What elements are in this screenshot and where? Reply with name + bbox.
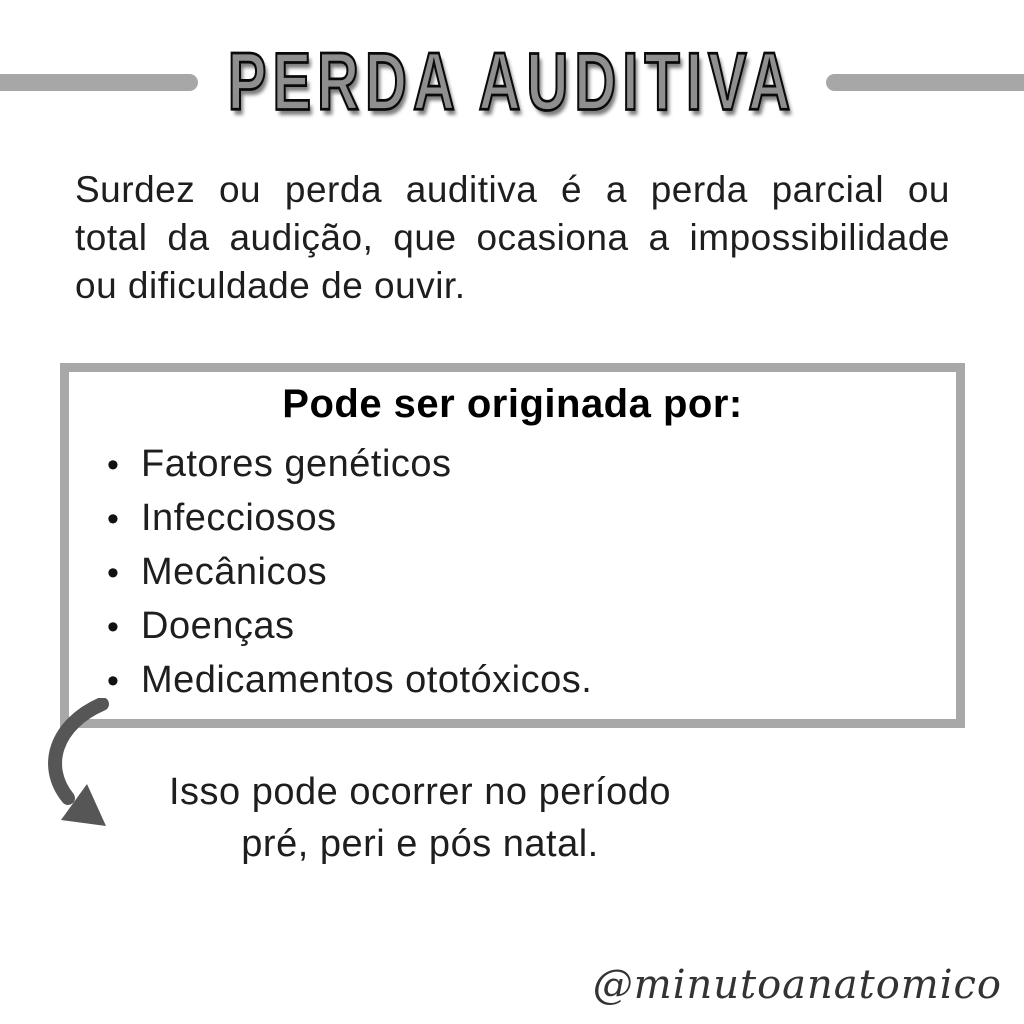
list-item-label: Doenças xyxy=(141,605,295,647)
list-item-label: Medicamentos ototóxicos. xyxy=(141,659,593,701)
list-item xyxy=(107,437,956,491)
left-divider-bar xyxy=(0,74,198,91)
bullet-icon: • xyxy=(107,608,120,646)
bullet-icon: • xyxy=(107,554,120,592)
intro-line: total da audição, que ocasiona a impossibilidade xyxy=(75,217,950,258)
causes-box xyxy=(60,363,965,728)
list-item xyxy=(107,545,956,599)
list-item-label: Mecânicos xyxy=(141,551,328,593)
note-line: pré, peri e pós natal. xyxy=(241,823,599,865)
bullet-icon: • xyxy=(107,500,120,538)
causes-list xyxy=(69,437,956,707)
intro-paragraph xyxy=(75,166,950,310)
note-line: Isso pode ocorrer no período xyxy=(169,771,671,813)
intro-line: Surdez ou perda auditiva é a perda parcial ou xyxy=(75,169,950,210)
curved-arrow-icon xyxy=(34,698,139,833)
bullet-icon: • xyxy=(107,446,120,484)
list-item-label: Fatores genéticos xyxy=(141,443,452,485)
list-item xyxy=(107,599,956,653)
social-handle: @minutoanatomico xyxy=(592,962,1002,1008)
bullet-icon: • xyxy=(107,662,120,700)
note-text xyxy=(140,766,700,870)
header xyxy=(0,20,1024,145)
list-item-label: Infecciosos xyxy=(141,497,337,539)
causes-heading: Pode ser originada por: xyxy=(282,382,743,426)
page-title: PERDA AUDITIVA xyxy=(227,36,797,128)
right-divider-bar xyxy=(826,74,1024,91)
list-item xyxy=(107,653,956,707)
list-item xyxy=(107,491,956,545)
intro-line: ou dificuldade de ouvir. xyxy=(75,265,466,306)
